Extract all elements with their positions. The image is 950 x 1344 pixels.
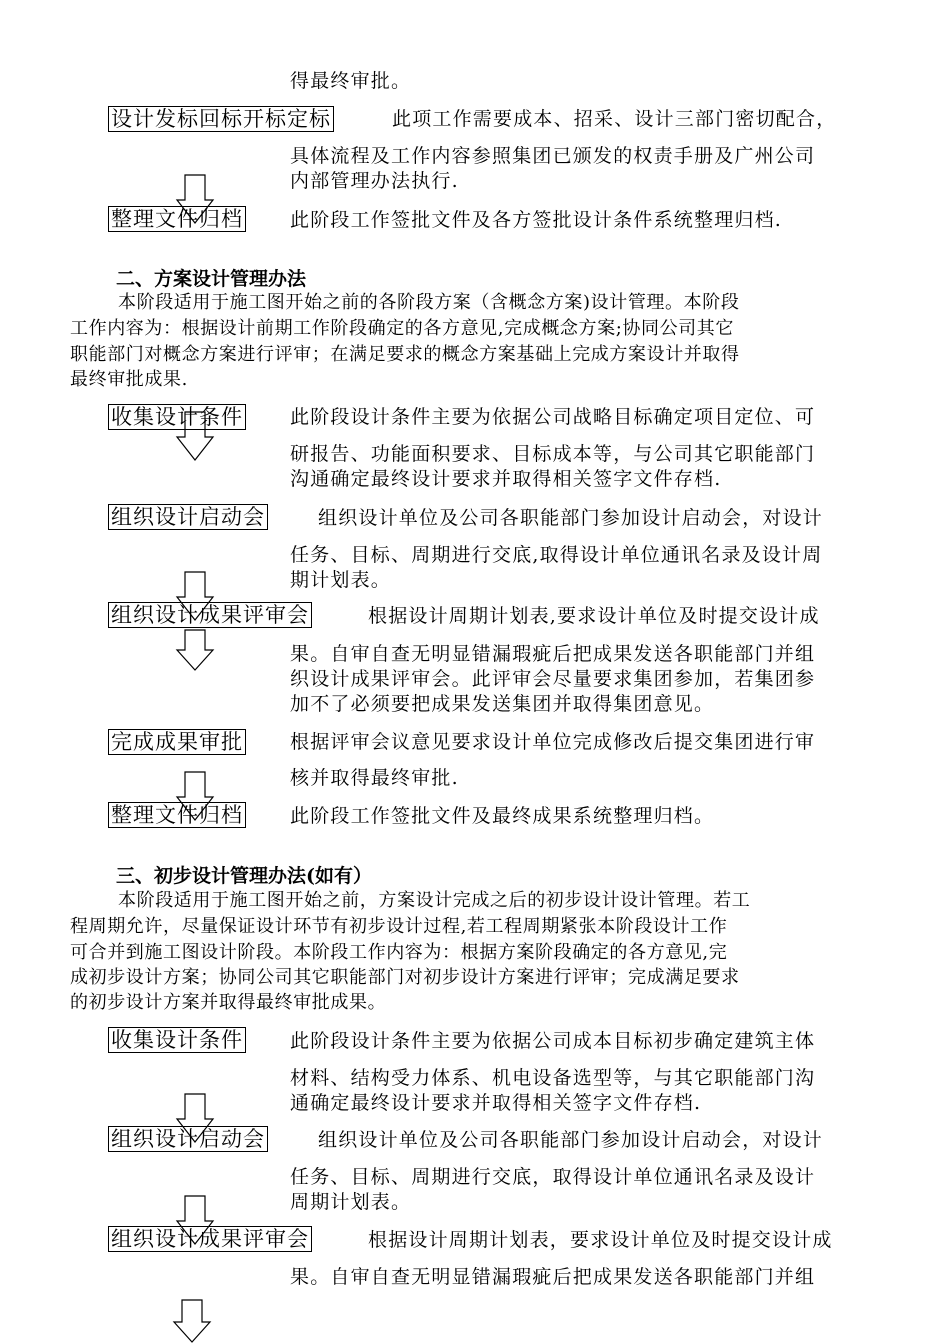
intro-line: 本阶段适用于施工图开始之前的各阶段方案（含概念方案)设计管理。本阶段 bbox=[118, 292, 740, 313]
step-desc-line: 期计划表。 bbox=[290, 569, 392, 591]
step-box-review: 组织设计成果评审会 bbox=[108, 602, 312, 628]
step-box-collect: 收集设计条件 bbox=[108, 404, 246, 430]
step-desc-line: 组织设计单位及公司各职能部门参加设计启动会，对设计 bbox=[318, 1129, 824, 1151]
step-desc-line: 此阶段工作签批文件及各方签批设计条件系统整理归档. bbox=[290, 209, 783, 231]
step-box-kickoff: 组织设计启动会 bbox=[108, 1126, 268, 1152]
intro-line: 工作内容为：根据设计前期工作阶段确定的各方意见,完成概念方案;协同公司其它 bbox=[70, 318, 734, 339]
flow-arrow-icon bbox=[172, 1300, 212, 1344]
step-desc-line: 织设计成果评审会。此评审会尽量要求集团参加，若集团参 bbox=[290, 668, 816, 690]
intro-line: 程周期允许，尽量保证设计环节有初步设计过程,若工程周期紧张本阶段设计工作 bbox=[70, 916, 728, 937]
step-box-archive: 整理文件归档 bbox=[108, 802, 246, 828]
step-desc-line: 此阶段设计条件主要为依据公司战略目标确定项目定位、可 bbox=[290, 406, 816, 428]
step-desc-line: 此阶段设计条件主要为依据公司成本目标初步确定建筑主体 bbox=[290, 1030, 816, 1052]
step-desc-line: 果。自审自查无明显错漏瑕疵后把成果发送各职能部门并组 bbox=[290, 643, 816, 665]
step-desc-line: 加不了必须要把成果发送集团并取得集团意见。 bbox=[290, 693, 715, 715]
step-desc-line: 核并取得最终审批. bbox=[290, 767, 459, 789]
step-desc-line: 内部管理办法执行. bbox=[290, 170, 459, 192]
step-box-kickoff: 组织设计启动会 bbox=[108, 504, 268, 530]
step-desc-line: 通确定最终设计要求并取得相关签字文件存档. bbox=[290, 1092, 702, 1114]
step-box-review: 组织设计成果评审会 bbox=[108, 1226, 312, 1252]
step-desc-line: 沟通确定最终设计要求并取得相关签字文件存档. bbox=[290, 468, 722, 490]
step-desc-line: 此阶段工作签批文件及最终成果系统整理归档。 bbox=[290, 805, 715, 827]
intro-line: 的初步设计方案并取得最终审批成果。 bbox=[70, 992, 387, 1013]
intro-line: 成初步设计方案；协同公司其它职能部门对初步设计方案进行评审；完成满足要求 bbox=[70, 967, 740, 988]
step-desc-line: 任务、目标、周期进行交底，取得设计单位通讯名录及设计 bbox=[290, 1166, 816, 1188]
intro-line: 可合并到施工图设计阶段。本阶段工作内容为：根据方案阶段确定的各方意见,完 bbox=[70, 942, 728, 963]
step-desc-line: 此项工作需要成本、招采、设计三部门密切配合， bbox=[392, 108, 837, 130]
flow-arrow-icon bbox=[175, 412, 215, 462]
intro-line: 本阶段适用于施工图开始之前，方案设计完成之后的初步设计设计管理。若工 bbox=[118, 890, 751, 911]
section-heading: 二、方案设计管理办法 bbox=[116, 268, 307, 290]
flow-arrow-icon bbox=[175, 630, 215, 672]
step-box-archive: 整理文件归档 bbox=[108, 206, 246, 232]
step-desc-line: 组织设计单位及公司各职能部门参加设计启动会，对设计 bbox=[318, 507, 824, 529]
section-heading: 三、初步设计管理办法(如有） bbox=[116, 865, 372, 887]
step-box-collect: 收集设计条件 bbox=[108, 1027, 246, 1053]
step-box-approval: 完成成果审批 bbox=[108, 729, 246, 755]
intro-line: 职能部门对概念方案进行评审；在满足要求的概念方案基础上完成方案设计并取得 bbox=[70, 344, 740, 365]
step-desc-line: 任务、目标、周期进行交底,取得设计单位通讯名录及设计周 bbox=[290, 544, 823, 566]
step-desc-line: 根据评审会议意见要求设计单位完成修改后提交集团进行审 bbox=[290, 731, 816, 753]
step-desc-line: 研报告、功能面积要求、目标成本等，与公司其它职能部门 bbox=[290, 443, 816, 465]
step-box-bid: 设计发标回标开标定标 bbox=[108, 106, 334, 132]
step-desc-line: 果。自审自查无明显错漏瑕疵后把成果发送各职能部门并组 bbox=[290, 1266, 816, 1288]
step-desc-line: 周期计划表。 bbox=[290, 1191, 412, 1213]
step-desc-line: 根据设计周期计划表,要求设计单位及时提交设计成 bbox=[368, 605, 820, 627]
step-desc-line: 根据设计周期计划表，要求设计单位及时提交设计成 bbox=[368, 1229, 833, 1251]
intro-line: 最终审批成果. bbox=[70, 369, 188, 390]
fragment-text: 得最终审批。 bbox=[290, 70, 412, 92]
step-desc-line: 材料、结构受力体系、机电设备选型等，与其它职能部门沟 bbox=[290, 1067, 816, 1089]
step-desc-line: 具体流程及工作内容参照集团已颁发的权责手册及广州公司 bbox=[290, 145, 816, 167]
